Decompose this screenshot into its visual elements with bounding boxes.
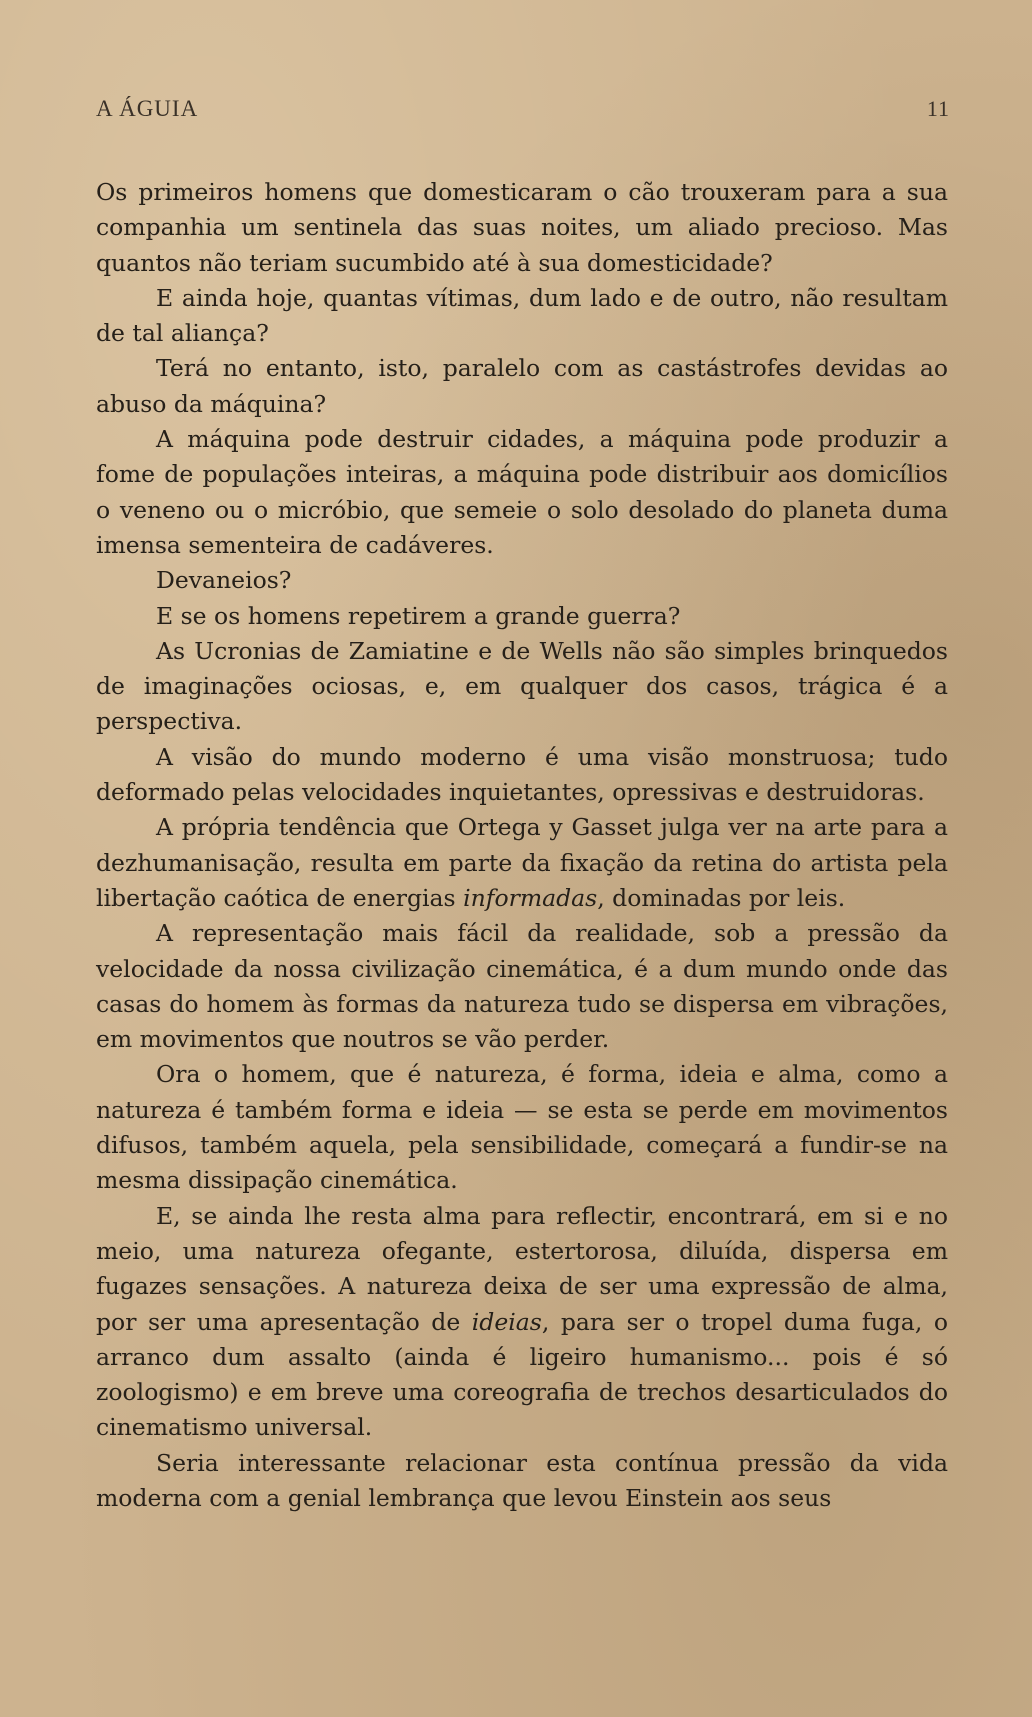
paragraph	[96, 740, 948, 811]
paragraph-text: Terá no entanto, isto, paralelo com as castástrofes devidas ao abuso da máquina?	[96, 354, 948, 418]
paragraph	[96, 634, 948, 740]
body-text	[96, 175, 948, 1516]
paragraph-text: As Ucronias de Zamiatine e de Wells não são simples brinquedos de imaginações ociosas, e, em qualquer dos casos, trágica é a perspectiva.	[96, 636, 948, 736]
italic-text: informadas	[463, 883, 598, 912]
running-head	[96, 96, 950, 128]
italic-text: ideias	[471, 1307, 542, 1336]
paragraph	[96, 422, 948, 563]
paragraph	[96, 916, 948, 1057]
paragraph-text: Ora o homem, que é natureza, é forma, ideia e alma, como a natureza é também forma e ideia — se esta se perde em movimentos difusos, também aquela, pela sensibilidade, começará a fundir-se na mesma dissipação cinemática.	[96, 1060, 948, 1195]
paragraph-text: A representação mais fácil da realidade, sob a pressão da velocidade da nossa civilização cinemática, é a dum mundo onde das casas do homem às formas da natureza tudo se dispersa em vibrações, em movimentos que noutros se vão perder.	[96, 919, 948, 1054]
paragraph-text: Seria interessante relacionar esta contínua pressão da vida moderna com a genial lembrança que levou Einstein aos seus	[96, 1448, 948, 1512]
paragraph-text: A máquina pode destruir cidades, a máquina pode produzir a fome de populações inteiras, a máquina pode distribuir aos domicílios o veneno ou o micróbio, que semeie o solo desolado do planeta duma imensa sementeira de cadáveres.	[96, 425, 948, 559]
paragraph-text: A própria tendência que Ortega y Gasset julga ver na arte para a dezhumanisação, resulta em parte da fixação da retina do artista pela libertação caótica de energias	[96, 813, 948, 912]
paragraph-text: Os primeiros homens que domesticaram o cão trouxeram para a sua companhia um sentinela das suas noites, um aliado precioso. Mas quantos não teriam sucumbido até à sua domesticidade?	[96, 178, 948, 277]
running-title: A ÁGUIA	[96, 96, 199, 121]
paragraph	[96, 1199, 948, 1446]
page-number: 11	[926, 96, 950, 121]
paragraph-text: , para ser o tropel duma fuga, o arranco dum assalto (ainda é ligeiro humanismo... pois é só zoologismo) e em breve uma coreografia de trechos desarticulados do cinematismo universal.	[96, 1307, 948, 1442]
paragraph	[96, 563, 948, 598]
paragraph-text: A visão do mundo moderno é uma visão monstruosa; tudo deformado pelas velocidades inquietantes, opressivas e destruidoras.	[96, 742, 948, 807]
paragraph	[96, 175, 948, 281]
paragraph	[96, 351, 948, 422]
paragraph	[96, 599, 948, 634]
paragraph-text: E ainda hoje, quantas vítimas, dum lado e de outro, não resultam de tal aliança?	[96, 283, 948, 348]
paragraph-text: E, se ainda lhe resta alma para reflectir, encontrará, em si e no meio, uma natureza ofegante, estertorosa, diluída, dispersa em fugazes sensações. A natureza deixa de ser uma expressão de alma, por ser uma apresentação de	[96, 1201, 948, 1336]
paragraph	[96, 810, 948, 916]
paragraph-text: E se os homens repetirem a grande guerra?	[156, 601, 681, 630]
paragraph-text: Devaneios?	[156, 566, 292, 595]
paragraph	[96, 1446, 948, 1517]
paragraph-text: , dominadas por leis.	[597, 883, 846, 912]
paragraph	[96, 1057, 948, 1198]
paragraph	[96, 281, 948, 352]
